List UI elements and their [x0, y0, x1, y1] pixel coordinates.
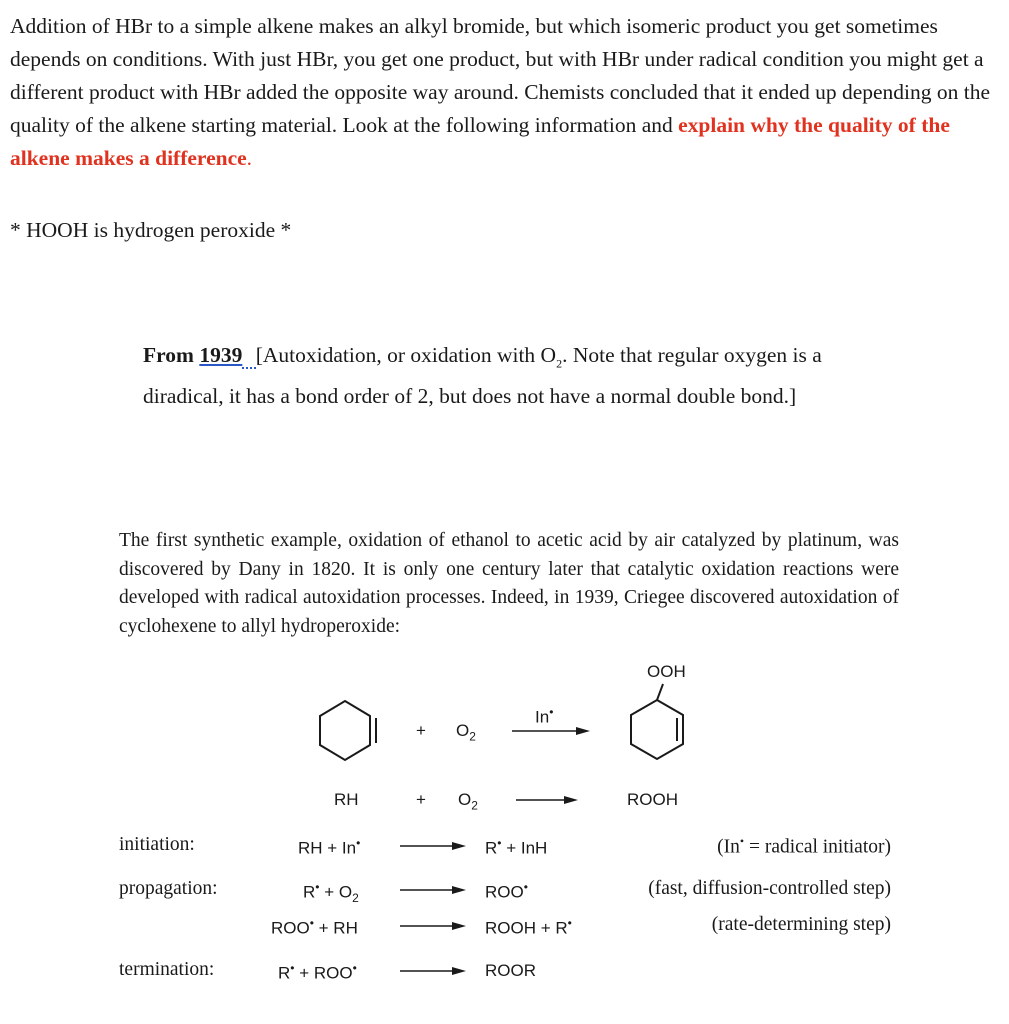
synthetic-paragraph: The first synthetic example, oxidation of ethanol to acetic acid by air catalyzed by platinum, was discovered by Dany in 1820. It is only one century later that catalytic oxidation reactions were developed with radical autoxidation processes. Indeed, in 1939, Criegee discovered autoxidation of cyclohexene to allyl hydroperoxide: — [119, 530, 899, 637]
termination-label: termination: — [119, 959, 215, 980]
o2-subscript: 2 — [556, 356, 563, 371]
propagation-left-1: $R^• + O_2$ — [303, 880, 359, 906]
propagation-left-2: ROO• + RH — [271, 916, 358, 938]
arrow-propagation-2 — [452, 922, 466, 930]
product-ring — [631, 700, 683, 759]
intro-highlight: explain why the quality of the alkene makes a difference — [10, 113, 950, 170]
o2-1: $O_2$ — [456, 721, 476, 744]
year-link[interactable]: 1939 — [199, 343, 243, 367]
propagation-note-2: (rate-determining step) — [711, 914, 891, 935]
propagation-right-2: ROOH + R• — [485, 916, 572, 938]
initiation-right: R• + InH — [485, 836, 548, 858]
arrow-main — [576, 727, 590, 735]
arrow-rh — [564, 796, 578, 804]
bracket: [ — [255, 343, 263, 367]
arrow-initiation — [452, 842, 466, 850]
ooh-bond — [657, 684, 663, 700]
arrow-termination — [452, 967, 466, 975]
propagation-label: propagation: — [119, 878, 218, 899]
plus-1: + — [416, 721, 426, 740]
o2-2: $O_2$ — [458, 790, 478, 813]
from-label: From — [143, 343, 194, 367]
initiation-note: (In• = radical initiator) — [717, 834, 891, 858]
rh-label: RH — [334, 790, 359, 809]
plus-2: + — [416, 790, 426, 809]
from-text-1: Autoxidation, or oxidation with O — [262, 343, 557, 367]
intro-text: Addition of HBr to a simple alkene makes an alkyl bromide, but which isomeric product you get sometimes depends on conditions. With just HBr, you get one product, but with HBr under radical condition you might get a different product with HBr added the opposite way around. Chemists concluded that it ended up depending on the quality of the alkene starting material. Look at the following information and — [10, 14, 991, 137]
from-text-2: . Note that regular oxygen is a diradical, it has a bond order of 2, but does not have a normal double bond.] — [143, 343, 822, 408]
arrow-propagation-1 — [452, 886, 466, 894]
termination-left: R• + ROO• — [278, 961, 357, 983]
propagation-right-1: ROO• — [485, 880, 528, 902]
intro-end: . — [246, 146, 253, 170]
hooh-note: * HOOH is hydrogen peroxide * — [10, 218, 292, 242]
initiation-label: initiation: — [119, 834, 195, 855]
ooh-label: OOH — [647, 662, 686, 681]
initiation-left: RH + In• — [298, 836, 361, 858]
propagation-note-1: (fast, diffusion-controlled step) — [648, 878, 891, 899]
termination-right: ROOR — [485, 961, 536, 980]
rooh-label: ROOH — [627, 790, 678, 809]
initiator-label: In• — [535, 705, 554, 727]
cyclohexene-ring — [320, 701, 370, 760]
